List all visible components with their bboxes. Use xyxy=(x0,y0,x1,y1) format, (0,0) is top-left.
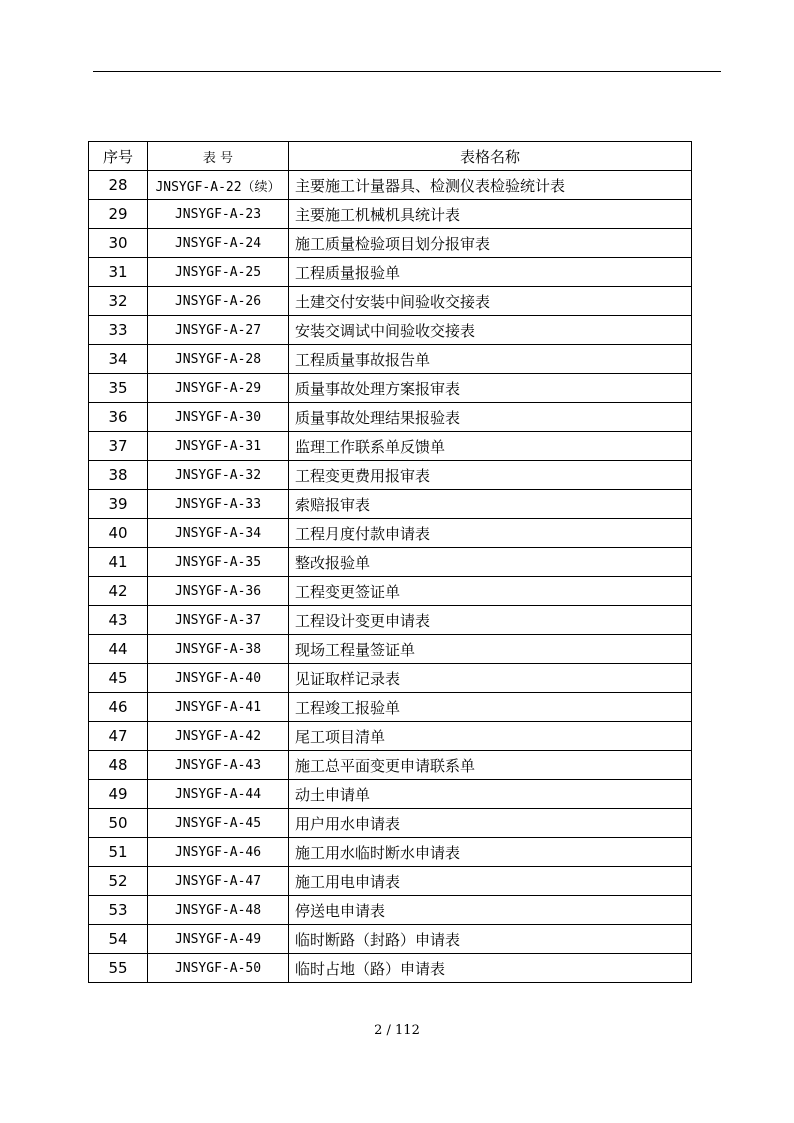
form-name-cell: 见证取样记录表 xyxy=(289,664,692,693)
row-number-cell: 48 xyxy=(89,751,148,780)
table-row xyxy=(89,548,692,577)
form-name-cell: 工程竣工报验单 xyxy=(289,693,692,722)
table-row xyxy=(89,287,692,316)
row-number-cell: 47 xyxy=(89,722,148,751)
table-row xyxy=(89,606,692,635)
form-name-cell: 工程设计变更申请表 xyxy=(289,606,692,635)
form-code-cell: JNSYGF-A-27 xyxy=(148,316,289,345)
form-code-cell: JNSYGF-A-49 xyxy=(148,925,289,954)
form-name-cell: 工程变更签证单 xyxy=(289,577,692,606)
column-header-name: 表格名称 xyxy=(289,142,692,171)
form-code-cell: JNSYGF-A-42 xyxy=(148,722,289,751)
row-number-cell: 38 xyxy=(89,461,148,490)
table-body xyxy=(89,171,692,983)
row-number-cell: 51 xyxy=(89,838,148,867)
form-name-cell: 质量事故处理结果报验表 xyxy=(289,403,692,432)
row-number-cell: 35 xyxy=(89,374,148,403)
form-name-cell: 临时断路（封路）申请表 xyxy=(289,925,692,954)
table-row xyxy=(89,664,692,693)
form-code-cell: JNSYGF-A-41 xyxy=(148,693,289,722)
table-row xyxy=(89,432,692,461)
column-header-no: 序号 xyxy=(89,142,148,171)
row-number-cell: 54 xyxy=(89,925,148,954)
form-code-cell: JNSYGF-A-23 xyxy=(148,200,289,229)
form-code-cell: JNSYGF-A-45 xyxy=(148,809,289,838)
column-header-code: 表 号 xyxy=(148,142,289,171)
form-code-cell: JNSYGF-A-47 xyxy=(148,867,289,896)
form-name-cell: 主要施工机械机具统计表 xyxy=(289,200,692,229)
form-name-cell: 工程质量事故报告单 xyxy=(289,345,692,374)
table-row xyxy=(89,461,692,490)
form-code-cell: JNSYGF-A-32 xyxy=(148,461,289,490)
form-code-cell: JNSYGF-A-44 xyxy=(148,780,289,809)
form-name-cell: 整改报验单 xyxy=(289,548,692,577)
row-number-cell: 33 xyxy=(89,316,148,345)
form-name-cell: 工程月度付款申请表 xyxy=(289,519,692,548)
form-code-cell: JNSYGF-A-22（续） xyxy=(148,171,289,200)
form-code-cell: JNSYGF-A-43 xyxy=(148,751,289,780)
row-number-cell: 39 xyxy=(89,490,148,519)
form-code-cell: JNSYGF-A-48 xyxy=(148,896,289,925)
form-name-cell: 工程质量报验单 xyxy=(289,258,692,287)
header-rule xyxy=(93,71,721,72)
row-number-cell: 46 xyxy=(89,693,148,722)
form-name-cell: 土建交付安装中间验收交接表 xyxy=(289,287,692,316)
table-row xyxy=(89,229,692,258)
page-number: 2 / 112 xyxy=(374,1023,420,1038)
table-row xyxy=(89,374,692,403)
table-row xyxy=(89,780,692,809)
form-code-cell: JNSYGF-A-30 xyxy=(148,403,289,432)
form-name-cell: 用户用水申请表 xyxy=(289,809,692,838)
form-code-cell: JNSYGF-A-31 xyxy=(148,432,289,461)
row-number-cell: 42 xyxy=(89,577,148,606)
table-row xyxy=(89,809,692,838)
row-number-cell: 55 xyxy=(89,954,148,983)
table-row xyxy=(89,200,692,229)
form-name-cell: 监理工作联系单反馈单 xyxy=(289,432,692,461)
form-code-cell: JNSYGF-A-28 xyxy=(148,345,289,374)
form-code-cell: JNSYGF-A-35 xyxy=(148,548,289,577)
form-code-cell: JNSYGF-A-25 xyxy=(148,258,289,287)
form-name-cell: 停送电申请表 xyxy=(289,896,692,925)
form-name-cell: 临时占地（路）申请表 xyxy=(289,954,692,983)
form-name-cell: 施工用电申请表 xyxy=(289,867,692,896)
table-row xyxy=(89,345,692,374)
row-number-cell: 36 xyxy=(89,403,148,432)
form-code-cell: JNSYGF-A-29 xyxy=(148,374,289,403)
table-header-row xyxy=(89,142,692,171)
table-row xyxy=(89,722,692,751)
row-number-cell: 28 xyxy=(89,171,148,200)
row-number-cell: 37 xyxy=(89,432,148,461)
table-row xyxy=(89,519,692,548)
row-number-cell: 41 xyxy=(89,548,148,577)
row-number-cell: 34 xyxy=(89,345,148,374)
form-index-table xyxy=(88,141,692,983)
row-number-cell: 30 xyxy=(89,229,148,258)
row-number-cell: 53 xyxy=(89,896,148,925)
form-code-cell: JNSYGF-A-26 xyxy=(148,287,289,316)
form-code-cell: JNSYGF-A-46 xyxy=(148,838,289,867)
table-row xyxy=(89,867,692,896)
row-number-cell: 50 xyxy=(89,809,148,838)
row-number-cell: 29 xyxy=(89,200,148,229)
table-row xyxy=(89,403,692,432)
form-name-cell: 主要施工计量器具、检测仪表检验统计表 xyxy=(289,171,692,200)
form-code-cell: JNSYGF-A-36 xyxy=(148,577,289,606)
table-row xyxy=(89,316,692,345)
row-number-cell: 32 xyxy=(89,287,148,316)
form-code-cell: JNSYGF-A-40 xyxy=(148,664,289,693)
row-number-cell: 45 xyxy=(89,664,148,693)
table-row xyxy=(89,896,692,925)
form-name-cell: 工程变更费用报审表 xyxy=(289,461,692,490)
table-row xyxy=(89,838,692,867)
form-name-cell: 施工质量检验项目划分报审表 xyxy=(289,229,692,258)
form-name-cell: 质量事故处理方案报审表 xyxy=(289,374,692,403)
row-number-cell: 40 xyxy=(89,519,148,548)
form-name-cell: 索赔报审表 xyxy=(289,490,692,519)
form-code-cell: JNSYGF-A-37 xyxy=(148,606,289,635)
table-row xyxy=(89,693,692,722)
table-row xyxy=(89,925,692,954)
form-name-cell: 施工总平面变更申请联系单 xyxy=(289,751,692,780)
table-row xyxy=(89,577,692,606)
row-number-cell: 44 xyxy=(89,635,148,664)
table-row xyxy=(89,751,692,780)
form-code-cell: JNSYGF-A-34 xyxy=(148,519,289,548)
form-code-cell: JNSYGF-A-50 xyxy=(148,954,289,983)
table-row xyxy=(89,171,692,200)
form-code-cell: JNSYGF-A-38 xyxy=(148,635,289,664)
row-number-cell: 43 xyxy=(89,606,148,635)
row-number-cell: 31 xyxy=(89,258,148,287)
form-name-cell: 尾工项目清单 xyxy=(289,722,692,751)
form-name-cell: 现场工程量签证单 xyxy=(289,635,692,664)
row-number-cell: 49 xyxy=(89,780,148,809)
row-number-cell: 52 xyxy=(89,867,148,896)
form-name-cell: 施工用水临时断水申请表 xyxy=(289,838,692,867)
table-row xyxy=(89,635,692,664)
form-name-cell: 安装交调试中间验收交接表 xyxy=(289,316,692,345)
form-code-cell: JNSYGF-A-24 xyxy=(148,229,289,258)
form-name-cell: 动土申请单 xyxy=(289,780,692,809)
table-row xyxy=(89,490,692,519)
table-row xyxy=(89,954,692,983)
form-code-cell: JNSYGF-A-33 xyxy=(148,490,289,519)
table-row xyxy=(89,258,692,287)
